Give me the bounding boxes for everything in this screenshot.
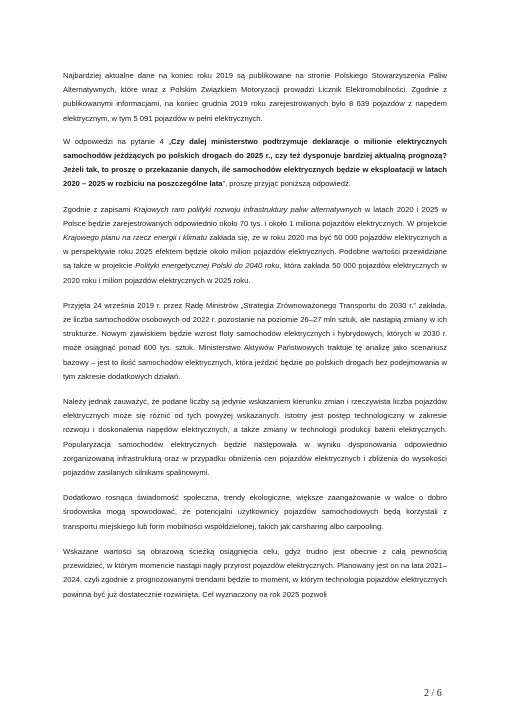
forecast-text-c: zakłada się, że w roku 2020 ma być 50 000 pojazdów elektrycznych a w perspektywie roku 2025 efektem będzie około milion pojazdów elektrycznych. Podobne wartości przewidziane są także w projekcie (63, 233, 447, 271)
document-body (63, 69, 447, 613)
paragraph-question-4 (63, 135, 447, 192)
question-outro: ”, proszę przyjąć poniższą odpowiedź. (222, 179, 351, 189)
paragraph-social-awareness: Dodatkowo rosnąca świadomość społeczna, trendy ekologiczne, większe zaangażowanie w walce o dobro środowiska mogą spowodować, że potencjalni użytkownicy pojazdów samochodowych będą korzystali z transportu miejskiego lub form mobilności współdzielonej, takich jak carsharing albo carpooling. (63, 493, 447, 531)
forecast-text-d: , która zakłada 50 000 pojazdów elektrycznych w 2020 roku i milion pojazdów elektrycznych w 2025 roku. (63, 261, 448, 285)
forecast-text-b: w latach 2020 i 2025 w Polsce będzie zarejestrowanych odpowiednio około 70 tys. i około 1 miliona pojazdów elektrycznych. W projekcie (63, 204, 447, 228)
paragraph-transport-strategy: Przyjęta 24 września 2019 r. przez Radę Ministrów „Strategia Zrównoważonego Transportu do 2030 r.” zakłada, że liczba samochodów osobowych od 2022 r. pozostanie na poziomie 26–27 mln sztuk, ale nastąpią zmiany w ich strukturze. Nowym zjawiskiem będzie wzrost floty samochodów elektrycznych i hybrydowych, których w 2030 r. może osiągnąć ponad 600 tys. sztuk. Ministerstwo Aktywów Państwowych traktuje tę analizę jako scenariusz bazowy – jest to ilość samochodów elektrycznych, która jeździć będzie po polskich drogach bez podejmowania w tym zakresie dodatkowych działań. (63, 300, 447, 381)
forecast-title-energy-plan: Krajowego planu na rzecz energii i klimatu (63, 233, 207, 243)
paragraph-target-path: Wskazane wartości są obrazową ścieżką osiągnięcia celu, gdyż trudno jest obecnie z całą pewnością przewidzieć, w którym momencie nastąpi nagły przyrost pojazdów elektrycznych. Planowany jest on na lata 2021–2024, czyli zgodnie z prognozowanymi trendami będzie to moment, w którym technologia pojazdów elektrycznych powinna być już dostatecznie rozwinięta. Cel wyznaczony na rok 2025 pozwoli (63, 546, 447, 599)
question-intro: W odpowiedzi na pytanie 4 „ (63, 136, 172, 146)
paragraph-forecasts (63, 203, 447, 288)
forecast-title-energy-policy: Polityki energetycznej Polski do 2040 roku (135, 261, 280, 271)
page-number: 2 / 6 (424, 688, 442, 699)
forecast-text-a: Zgodnie z zapisami (63, 204, 134, 214)
forecast-title-framework: Krajowych ram polityki rozwoju infrastruktury paliw alternatywnych (133, 204, 362, 214)
question-text: Czy dalej ministerstwo podtrzymuje deklaracje o milionie elektrycznych samochodów jeżdżących po polskich drogach do 2025 r., czy też dysponuje bardziej aktualną prognozą? Jeżeli tak, to proszę o przekazanie danych, ile samochodów elektrycznych będzie w eksploatacji w latach 2020 – 2025 w rozbiciu na poszczególne lata (63, 136, 447, 189)
paragraph-ev-count: Najbardziej aktualne dane na koniec roku 2019 są publikowane na stronie Polskiego Stowarzyszenia Paliw Alternatywnych, które wraz z Polskim Związkiem Motoryzacji prowadzi Licznik Elektromobilności. Zgodnie z publikowanymi informacjami, na koniec grudnia 2019 roku zarejestrowanych było 8 639 pojazdów z napędem elektrycznym, w tym 5 091 pojazdów w pełni elektrycznych. (63, 71, 447, 123)
paragraph-uncertainty: Należy jednak zauważyć, że podane liczby są jedynie wskazaniem kierunku zmian i rzeczywista liczba pojazdów elektrycznych może się różnić od tych powyżej wskazanych. Istotny jest postęp technologiczny w zakresie rozwoju i doskonalenia napędów elektrycznych, a także zmiany w technologii produkcji baterii elektrycznych. Popularyzacja samochodów elektrycznych będzie następowała w wyniku dysponowania odpowiednio zorganizowaną infrastrukturą oraz w przypadku obniżenia cen pojazdów elektrycznych i zbliżenia do wysokości pojazdów zasilanych silnikami spalinowymi. (63, 397, 447, 478)
